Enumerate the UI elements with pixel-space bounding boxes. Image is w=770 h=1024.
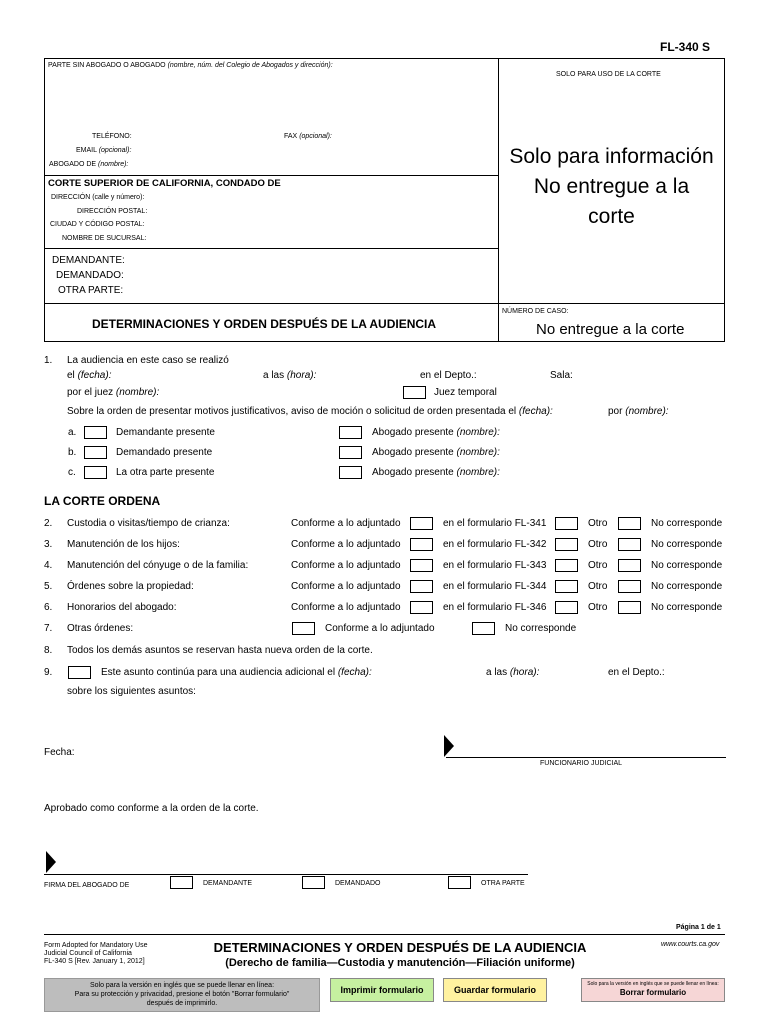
sig-other-party-checkbox[interactable] [448, 876, 471, 889]
respondent-present-checkbox[interactable] [84, 446, 107, 459]
item9-checkbox[interactable] [68, 666, 91, 679]
order-attached-label: Conforme a lo adjuntado [291, 518, 401, 529]
watermark: Solo para información No entregue a la corte [509, 145, 714, 228]
order-na-label: No corresponde [651, 581, 723, 592]
other-party-present-label: La otra parte presente [116, 467, 215, 478]
order-na-label: No corresponde [651, 539, 723, 550]
order-na-checkbox[interactable] [618, 559, 641, 572]
other-party-attorney-checkbox[interactable] [339, 466, 362, 479]
branch-label: NOMBRE DE SUCURSAL: [62, 235, 147, 242]
item7-attached-label: Conforme a lo adjuntado [325, 623, 435, 634]
adoption-note: Form Adopted for Mandatory Use Judicial Council of California FL-340 S [Rev. January 1, 2012] [44, 942, 148, 965]
orders-heading: LA CORTE ORDENA [44, 494, 161, 508]
respondent-attorney-label: Abogado presente (nombre): [372, 447, 500, 458]
order-na-checkbox[interactable] [618, 538, 641, 551]
court-title: CORTE SUPERIOR DE CALIFORNIA, CONDADO DE [48, 178, 281, 189]
case-watermark: No entregue a la corte [536, 321, 685, 338]
other-party-label: OTRA PARTE: [58, 285, 124, 296]
attorney-signature-label: FIRMA DEL ABOGADO DE [44, 882, 130, 889]
order-other-checkbox[interactable] [555, 601, 578, 614]
order-attached-checkbox[interactable] [410, 601, 433, 614]
respondent-present-label: Demandado presente [116, 447, 213, 458]
phone-label: TELÉFONO: [92, 133, 132, 140]
item1-time: a las (hora): [263, 370, 317, 381]
petitioner-label: DEMANDANTE: [52, 255, 125, 266]
order-other-label: Otro [588, 581, 608, 592]
item1-num: 1. [44, 355, 53, 366]
mailing-label: DIRECCIÓN POSTAL: [77, 208, 148, 215]
item8-num: 8. [44, 645, 53, 656]
order-label: Manutención de los hijos: [67, 539, 180, 550]
order-form-label: en el formulario FL-344 [443, 581, 547, 592]
footer-subtitle: (Derecho de familia—Custodia y manutención—Filiación uniforme) [225, 957, 575, 969]
case-number-label: NÚMERO DE CASO: [502, 308, 569, 315]
row-b-letter: b. [68, 447, 77, 458]
sig-petitioner-checkbox[interactable] [170, 876, 193, 889]
petitioner-attorney-label: Abogado presente (nombre): [372, 427, 500, 438]
item7-na-checkbox[interactable] [472, 622, 495, 635]
row-a-letter: a. [68, 427, 77, 438]
item1-date: el (fecha): [67, 370, 112, 381]
row-c-letter: c. [68, 467, 76, 478]
item1-by: por (nombre): [608, 406, 669, 417]
petitioner-present-checkbox[interactable] [84, 426, 107, 439]
order-other-checkbox[interactable] [555, 538, 578, 551]
item9-num: 9. [44, 667, 53, 678]
page-number: Página 1 de 1 [676, 924, 721, 931]
item9-label: Este asunto continúa para una audiencia adicional el (fecha): [101, 667, 372, 678]
order-attached-label: Conforme a lo adjuntado [291, 560, 401, 571]
temp-judge-checkbox[interactable] [403, 386, 426, 399]
order-attached-checkbox[interactable] [410, 538, 433, 551]
item7-label: Otras órdenes: [67, 623, 134, 634]
attorney-for-label: ABOGADO DE (nombre): [49, 161, 129, 168]
item8-label: Todos los demás asuntos se reservan hasta nueva orden de la corte. [67, 645, 373, 656]
order-attached-checkbox[interactable] [410, 517, 433, 530]
order-attached-label: Conforme a lo adjuntado [291, 602, 401, 613]
order-form-label: en el formulario FL-341 [443, 518, 547, 529]
order-form-label: en el formulario FL-343 [443, 560, 547, 571]
order-other-checkbox[interactable] [555, 559, 578, 572]
order-num: 5. [44, 581, 53, 592]
order-num: 3. [44, 539, 53, 550]
save-form-button[interactable]: Guardar formulario [443, 978, 547, 1002]
party-label: PARTE SIN ABOGADO O ABOGADO (nombre, núm. del Colegio de Abogados y dirección): [48, 62, 333, 69]
order-attached-label: Conforme a lo adjuntado [291, 581, 401, 592]
temp-judge-label: Juez temporal [434, 387, 497, 398]
other-party-present-checkbox[interactable] [84, 466, 107, 479]
attorney-signature-line [44, 874, 528, 875]
order-na-checkbox[interactable] [618, 517, 641, 530]
order-label: Manutención del cónyuge o de la familia: [67, 560, 249, 571]
respondent-attorney-checkbox[interactable] [339, 446, 362, 459]
approved-label: Aprobado como conforme a la orden de la corte. [44, 803, 259, 814]
order-form-label: en el formulario FL-346 [443, 602, 547, 613]
petitioner-attorney-checkbox[interactable] [339, 426, 362, 439]
order-other-checkbox[interactable] [555, 580, 578, 593]
fax-label: FAX (opcional): [284, 133, 332, 140]
item1-line1: La audiencia en este caso se realizó [67, 355, 229, 366]
order-attached-label: Conforme a lo adjuntado [291, 539, 401, 550]
signature-arrow-icon [46, 851, 56, 873]
sig-other-party-label: OTRA PARTE [481, 880, 525, 887]
privacy-notice: Solo para la versión en inglés que se puede llenar en línea: Para su protección y privacidad, presione el botón "Borrar formulario" después de imprimirlo. [44, 978, 320, 1012]
clear-form-button[interactable]: Solo para la versión en inglés que se puede llenar en línea: Borrar formulario [581, 978, 725, 1002]
order-na-checkbox[interactable] [618, 601, 641, 614]
item7-num: 7. [44, 623, 53, 634]
item9-sub: sobre los siguientes asuntos: [67, 686, 196, 697]
form-number: FL-340 S [660, 40, 711, 54]
sig-respondent-checkbox[interactable] [302, 876, 325, 889]
order-na-checkbox[interactable] [618, 580, 641, 593]
order-attached-checkbox[interactable] [410, 559, 433, 572]
form-title: DETERMINACIONES Y ORDEN DESPUÉS DE LA AUDIENCIA [92, 317, 437, 331]
order-other-checkbox[interactable] [555, 517, 578, 530]
order-other-label: Otro [588, 539, 608, 550]
print-form-button[interactable]: Imprimir formulario [330, 978, 434, 1002]
order-label: Honorarios del abogado: [67, 602, 177, 613]
order-na-label: No corresponde [651, 518, 723, 529]
email-label: EMAIL (opcional): [76, 147, 132, 154]
order-na-label: No corresponde [651, 560, 723, 571]
judicial-signature-line [446, 757, 726, 758]
footer-title: DETERMINACIONES Y ORDEN DESPUÉS DE LA AUDIENCIA [213, 940, 587, 955]
order-label: Órdenes sobre la propiedad: [67, 581, 194, 592]
order-num: 4. [44, 560, 53, 571]
sig-respondent-label: DEMANDADO [335, 880, 381, 887]
sig-petitioner-label: DEMANDANTE [203, 880, 253, 887]
item1-judge: por el juez (nombre): [67, 387, 160, 398]
item1-dept: en el Depto.: [420, 370, 477, 381]
court-use-label: SOLO PARA USO DE LA CORTE [556, 71, 661, 78]
order-num: 2. [44, 518, 53, 529]
judicial-officer-label: FUNCIONARIO JUDICIAL [540, 760, 623, 767]
item9-time: a las (hora): [486, 667, 540, 678]
courts-url: www.courts.ca.gov [661, 941, 720, 948]
respondent-label: DEMANDADO: [56, 270, 124, 281]
signature-arrow-icon [444, 735, 454, 757]
city-zip-label: CIUDAD Y CÓDIGO POSTAL: [50, 221, 145, 228]
order-attached-checkbox[interactable] [410, 580, 433, 593]
street-label: DIRECCIÓN (calle y número): [51, 194, 145, 201]
item7-na-label: No corresponde [505, 623, 577, 634]
order-other-label: Otro [588, 560, 608, 571]
item1-room: Sala: [550, 370, 573, 381]
order-num: 6. [44, 602, 53, 613]
date-label: Fecha: [44, 747, 75, 758]
item7-attached-checkbox[interactable] [292, 622, 315, 635]
order-form-label: en el formulario FL-342 [443, 539, 547, 550]
order-label: Custodia o visitas/tiempo de crianza: [67, 518, 230, 529]
other-party-attorney-label: Abogado presente (nombre): [372, 467, 500, 478]
order-na-label: No corresponde [651, 602, 723, 613]
item9-dept: en el Depto.: [608, 667, 665, 678]
item1-osc: Sobre la orden de presentar motivos justificativos, aviso de moción o solicitud de orden presentada el (fecha): [67, 406, 553, 417]
petitioner-present-label: Demandante presente [116, 427, 215, 438]
order-other-label: Otro [588, 518, 608, 529]
order-other-label: Otro [588, 602, 608, 613]
